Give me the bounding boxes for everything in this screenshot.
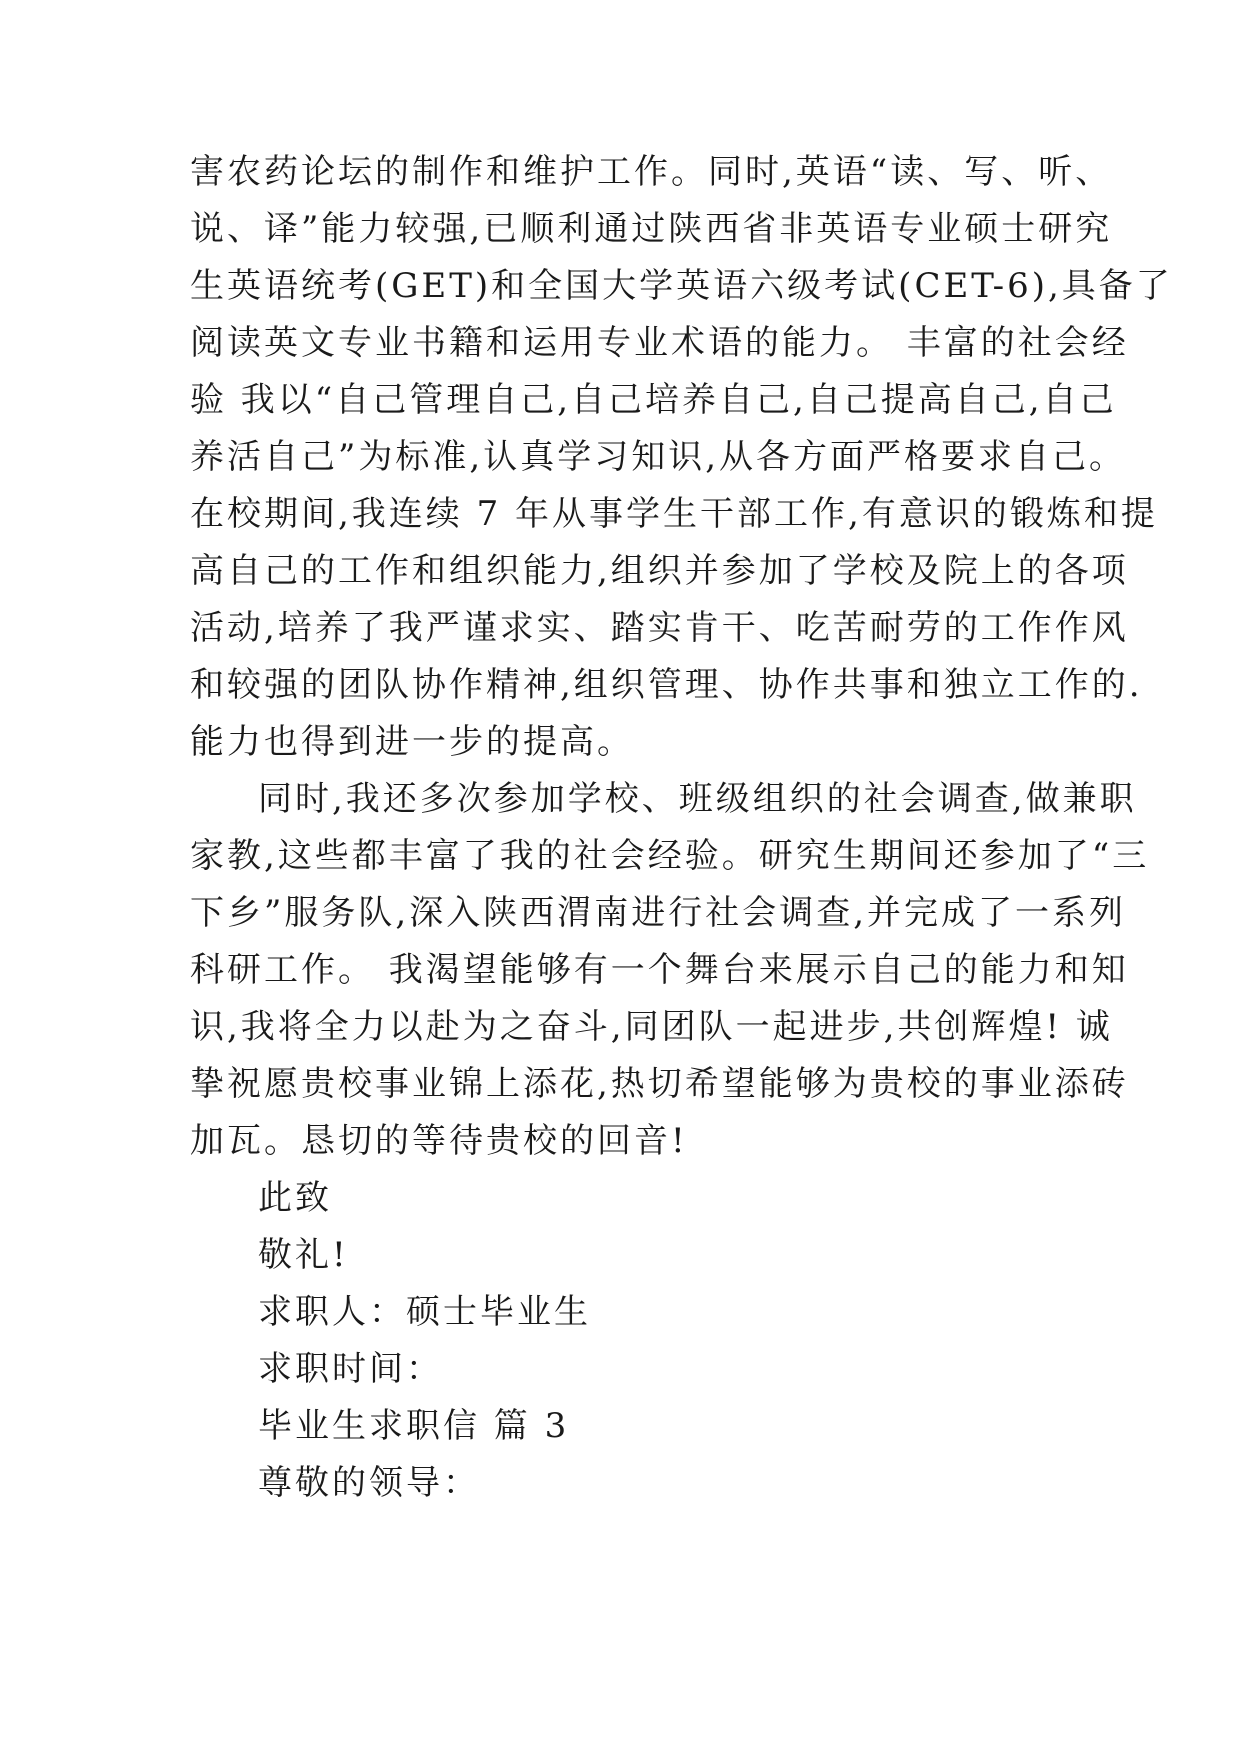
text-line: 说、译”能力较强,已顺利通过陕西省非英语专业硕士研究 [190, 209, 1113, 249]
text-line: 在校期间,我连续 7 年从事学生干部工作,有意识的锻炼和提 [190, 494, 1158, 534]
text-line: 验 我以“自己管理自己,自己培养自己,自己提高自己,自己 [190, 380, 1117, 420]
text-line: 挚祝愿贵校事业锦上添花,热切希望能够为贵校的事业添砖 [190, 1064, 1129, 1104]
text-line: 科研工作。 我渴望能够有一个舞台来展示自己的能力和知 [190, 950, 1129, 990]
text-line: 家教,这些都丰富了我的社会经验。研究生期间还参加了“三 [190, 836, 1150, 876]
application-date-line: 求职时间： [258, 1349, 443, 1389]
text-line: 能力也得到进一步的提高。 [190, 722, 634, 762]
text-line: 加瓦。恳切的等待贵校的回音! [190, 1121, 688, 1161]
text-line: 生英语统考(GET)和全国大学英语六级考试(CET-6),具备了 [190, 266, 1173, 306]
section-title: 毕业生求职信 篇 3 [258, 1406, 570, 1446]
text-line: 阅读英文专业书籍和运用专业术语的能力。 丰富的社会经 [190, 323, 1129, 363]
paragraph-first-line: 同时,我还多次参加学校、班级组织的社会调查,做兼职 [258, 779, 1137, 819]
greeting-line: 尊敬的领导： [258, 1463, 480, 1503]
closing-salutation: 此致 [258, 1178, 332, 1218]
text-line: 识,我将全力以赴为之奋斗,同团队一起进步,共创辉煌! 诚 [190, 1007, 1113, 1047]
applicant-line: 求职人：硕士毕业生 [258, 1292, 591, 1332]
text-line: 和较强的团队协作精神,组织管理、协作共事和独立工作的. [190, 665, 1143, 705]
text-line: 害农药论坛的制作和维护工作。同时,英语“读、写、听、 [190, 152, 1113, 192]
text-line: 活动,培养了我严谨求实、踏实肯干、吃苦耐劳的工作作风 [190, 608, 1129, 648]
closing-regards: 敬礼! [258, 1235, 349, 1275]
text-line: 高自己的工作和组织能力,组织并参加了学校及院上的各项 [190, 551, 1129, 591]
text-line: 下乡”服务队,深入陕西渭南进行社会调查,并完成了一系列 [190, 893, 1126, 933]
text-line: 养活自己”为标准,认真学习知识,从各方面严格要求自己。 [190, 437, 1126, 477]
